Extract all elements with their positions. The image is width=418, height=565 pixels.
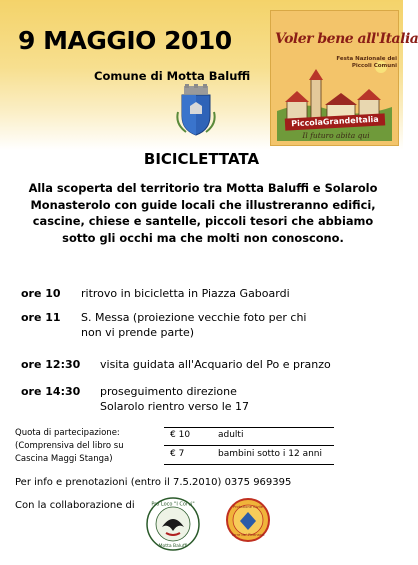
logo-motto: Il futuro abita qui (302, 131, 370, 140)
program-text: ritrovo in bicicletta in Piazza Gaboardi (81, 287, 290, 300)
pro-loco-place: Motta Baluffi (158, 544, 188, 549)
program-time: ore 14:30 (21, 385, 81, 398)
child-label: bambini sotto i 12 anni (218, 449, 322, 459)
event-title: BICICLETTATA (143, 150, 260, 168)
festival-logo (270, 10, 418, 146)
event-date: 9 MAGGIO 2010 (18, 26, 232, 55)
logo-subtitle-line2: Piccoli Comuni (351, 63, 397, 69)
price-divider (164, 445, 334, 446)
price-divider (164, 427, 334, 428)
program-text: proseguimento direzione Solarolo rientro verso le 17 (100, 385, 250, 413)
program-time: ore 12:30 (21, 358, 81, 371)
municipal-crest-icon (176, 84, 216, 136)
pro-loco-badge-icon (146, 497, 200, 551)
program-text: S. Messa (proiezione vecchie foto per chi non vi prende parte) (81, 311, 307, 339)
quota-line3: Cascina Maggi Stanga) (15, 454, 113, 464)
logo-subtitle (321, 56, 397, 70)
protezione-name: Protezione Civile (233, 505, 263, 509)
comune-name: Comune di Motta Baluffi (94, 69, 251, 83)
protezione-civile-badge-icon (226, 493, 270, 547)
logo-subtitle-line1: Festa Nazionale dei (336, 56, 397, 62)
collab-label: Con la collaborazione di (15, 500, 135, 511)
adult-price: € 10 (170, 430, 191, 440)
adult-label: adulti (218, 430, 244, 440)
price-divider (164, 464, 334, 465)
quota-line2: (Comprensiva del libro su (15, 441, 124, 451)
child-price: € 7 (170, 449, 185, 459)
logo-banner: PiccolaGrandeItalia (285, 113, 385, 130)
protezione-place: Torre de' Picenardi (231, 533, 265, 537)
quota-line1: Quota di partecipazione: (15, 428, 120, 438)
quota-label (15, 427, 165, 466)
program-text: visita guidata all'Acquario del Po e pranzo (100, 358, 331, 371)
pro-loco-name: Pro Loco "I Corvi" (151, 501, 195, 508)
program-time: ore 10 (21, 287, 61, 300)
program-time: ore 11 (21, 311, 61, 324)
logo-title: Voler bene all'Italia (275, 31, 418, 47)
event-intro: Alla scoperta del territorio tra Motta Baluffi e Solarolo Monasterolo con guide locali che illustreranno edifici, cascine, chiese e santelle, piccoli tesori che abbiamo sotto gli occhi ma che molti non conoscono. (28, 181, 378, 245)
info-contact: Per info e prenotazioni (entro il 7.5.2010) 0375 969395 (15, 477, 292, 488)
